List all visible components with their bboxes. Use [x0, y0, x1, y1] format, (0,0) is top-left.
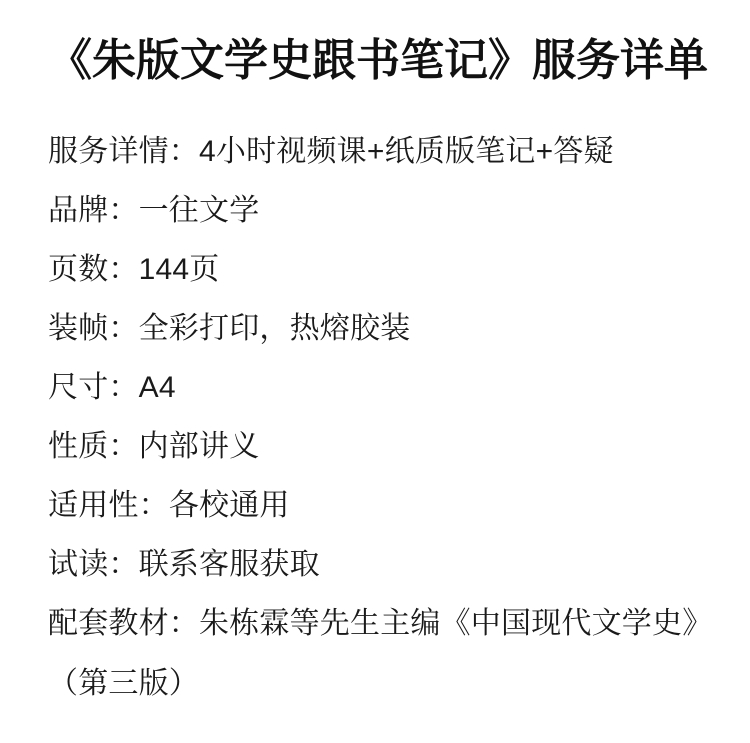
page-title: 《朱版文学史跟书笔记》服务详单: [48, 36, 708, 85]
list-item: [48, 122, 706, 181]
list-item: [48, 594, 706, 712]
list-item: [48, 358, 706, 417]
detail-value: 144页: [138, 252, 220, 286]
detail-value: 4小时视频课+纸质版笔记+答疑: [199, 134, 614, 168]
list-item: [48, 240, 706, 299]
detail-label: 试读：: [48, 548, 139, 582]
detail-value: A4: [138, 371, 176, 405]
detail-label: 尺寸：: [48, 371, 139, 405]
detail-value: 全彩打印，热熔胶装: [138, 311, 411, 345]
detail-label: 适用性：: [48, 489, 169, 523]
detail-value: 朱栋霖等先生主编《中国现代文学史》（第三版）: [48, 607, 698, 700]
service-detail-list: [48, 122, 706, 713]
detail-value: 内部讲义: [138, 430, 260, 464]
list-item: [48, 535, 706, 594]
detail-value: 一往文学: [138, 193, 260, 227]
detail-label: 配套教材：: [48, 607, 199, 641]
detail-label: 服务详情：: [48, 134, 199, 168]
detail-label: 页数：: [48, 252, 139, 286]
detail-label: 品牌：: [48, 193, 139, 227]
list-item: [48, 476, 706, 535]
list-item: [48, 299, 706, 358]
detail-label: 性质：: [48, 430, 139, 464]
detail-label: 装帧：: [48, 311, 139, 345]
list-item: [48, 417, 706, 476]
detail-value: 各校通用: [168, 489, 290, 523]
list-item: [48, 181, 706, 240]
detail-value: 联系客服获取: [138, 548, 320, 582]
